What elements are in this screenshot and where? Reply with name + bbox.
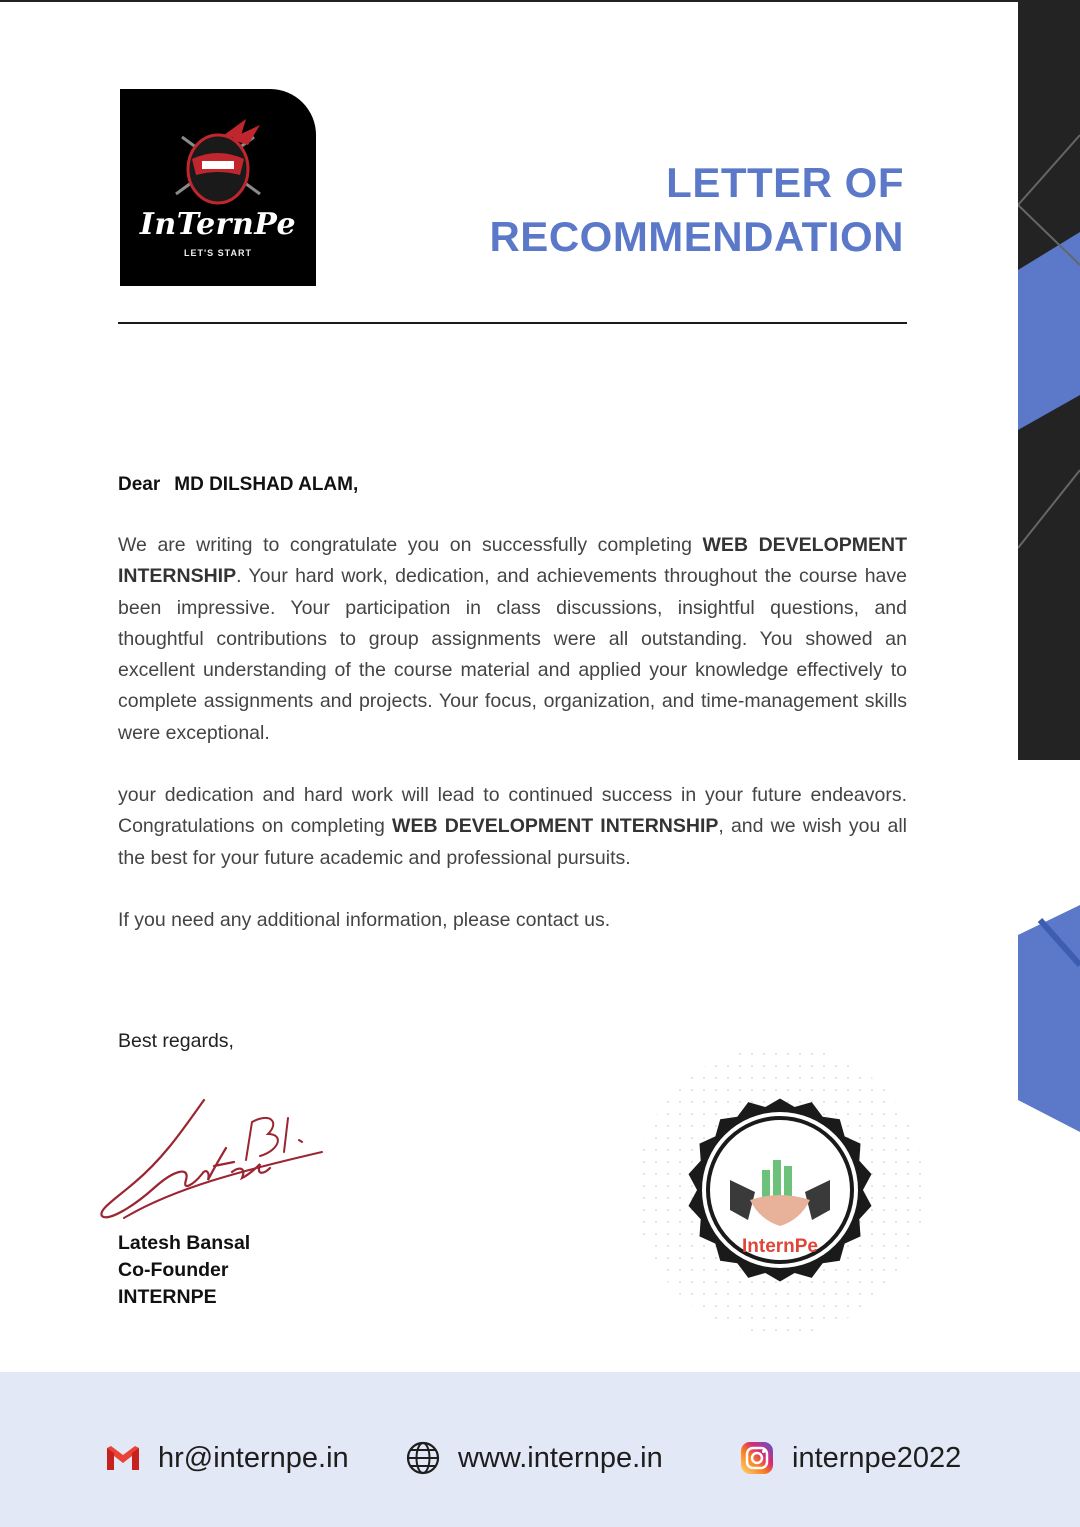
email-address[interactable]: hr@internpe.in	[158, 1441, 349, 1474]
gmail-icon	[104, 1439, 142, 1477]
p2-text-end: , and we wish you all the best for your future academic and professional pursuits.	[118, 815, 907, 869]
body-paragraph-2	[118, 780, 907, 874]
closing-line: Best regards,	[118, 1030, 234, 1052]
p1-text-end: . Your hard work, dedication, and achievements throughout the course have been impressive. Your participation in class discussions, insightful questions, and thoughtful contributions to group assignments were all outstanding. You showed an excellent understanding of the course material and applied your knowledge effectively to complete assignments and projects. Your focus, organization, and time-management skills were exceptional.	[118, 565, 907, 744]
instagram-handle[interactable]: internpe2022	[792, 1441, 962, 1474]
globe-icon	[404, 1439, 442, 1477]
company-seal	[630, 1040, 930, 1340]
instagram-icon	[738, 1439, 776, 1477]
salutation-greeting: Dear	[118, 474, 161, 495]
body-paragraph-1	[118, 530, 907, 749]
footer-email[interactable]	[104, 1436, 349, 1480]
decorative-side-stripe	[1018, 0, 1080, 1380]
course-name: WEB DEVELOPMENT INTERNSHIP	[118, 534, 908, 588]
signer-name: Latesh Bansal	[118, 1232, 251, 1254]
page-title	[489, 156, 904, 264]
signer-block	[118, 1230, 250, 1311]
title-line-2: RECOMMENDATION	[489, 213, 904, 260]
course-name-2: WEB DEVELOPMENT INTERNSHIP	[392, 815, 719, 838]
body-paragraph-3: If you need any additional information, please contact us.	[118, 909, 611, 931]
handwritten-signature	[94, 1088, 334, 1228]
top-border	[0, 0, 1080, 2]
recipient-name: MD DILSHAD ALAM,	[174, 474, 359, 495]
p1-text-start: We are writing to congratulate you on successfully completing	[118, 534, 703, 556]
header-divider	[118, 322, 907, 324]
salutation	[118, 474, 358, 496]
title-line-1: LETTER OF	[666, 159, 904, 206]
signer-company: INTERNPE	[118, 1286, 217, 1308]
company-logo	[120, 89, 316, 286]
p2-text-start: your dedication and hard work will lead to continued success in your future endeavors. Congratulations on completing	[118, 784, 907, 838]
ninja-mascot-icon	[120, 89, 316, 209]
footer-website[interactable]	[404, 1436, 663, 1480]
logo-tagline: LET'S START	[184, 248, 252, 258]
footer-instagram[interactable]	[738, 1436, 961, 1480]
seal-text: InternPe	[741, 1236, 819, 1257]
logo-brand-name: InTernPe	[139, 207, 297, 242]
signer-role: Co-Founder	[118, 1259, 229, 1281]
website-url[interactable]: www.internpe.in	[458, 1441, 663, 1474]
